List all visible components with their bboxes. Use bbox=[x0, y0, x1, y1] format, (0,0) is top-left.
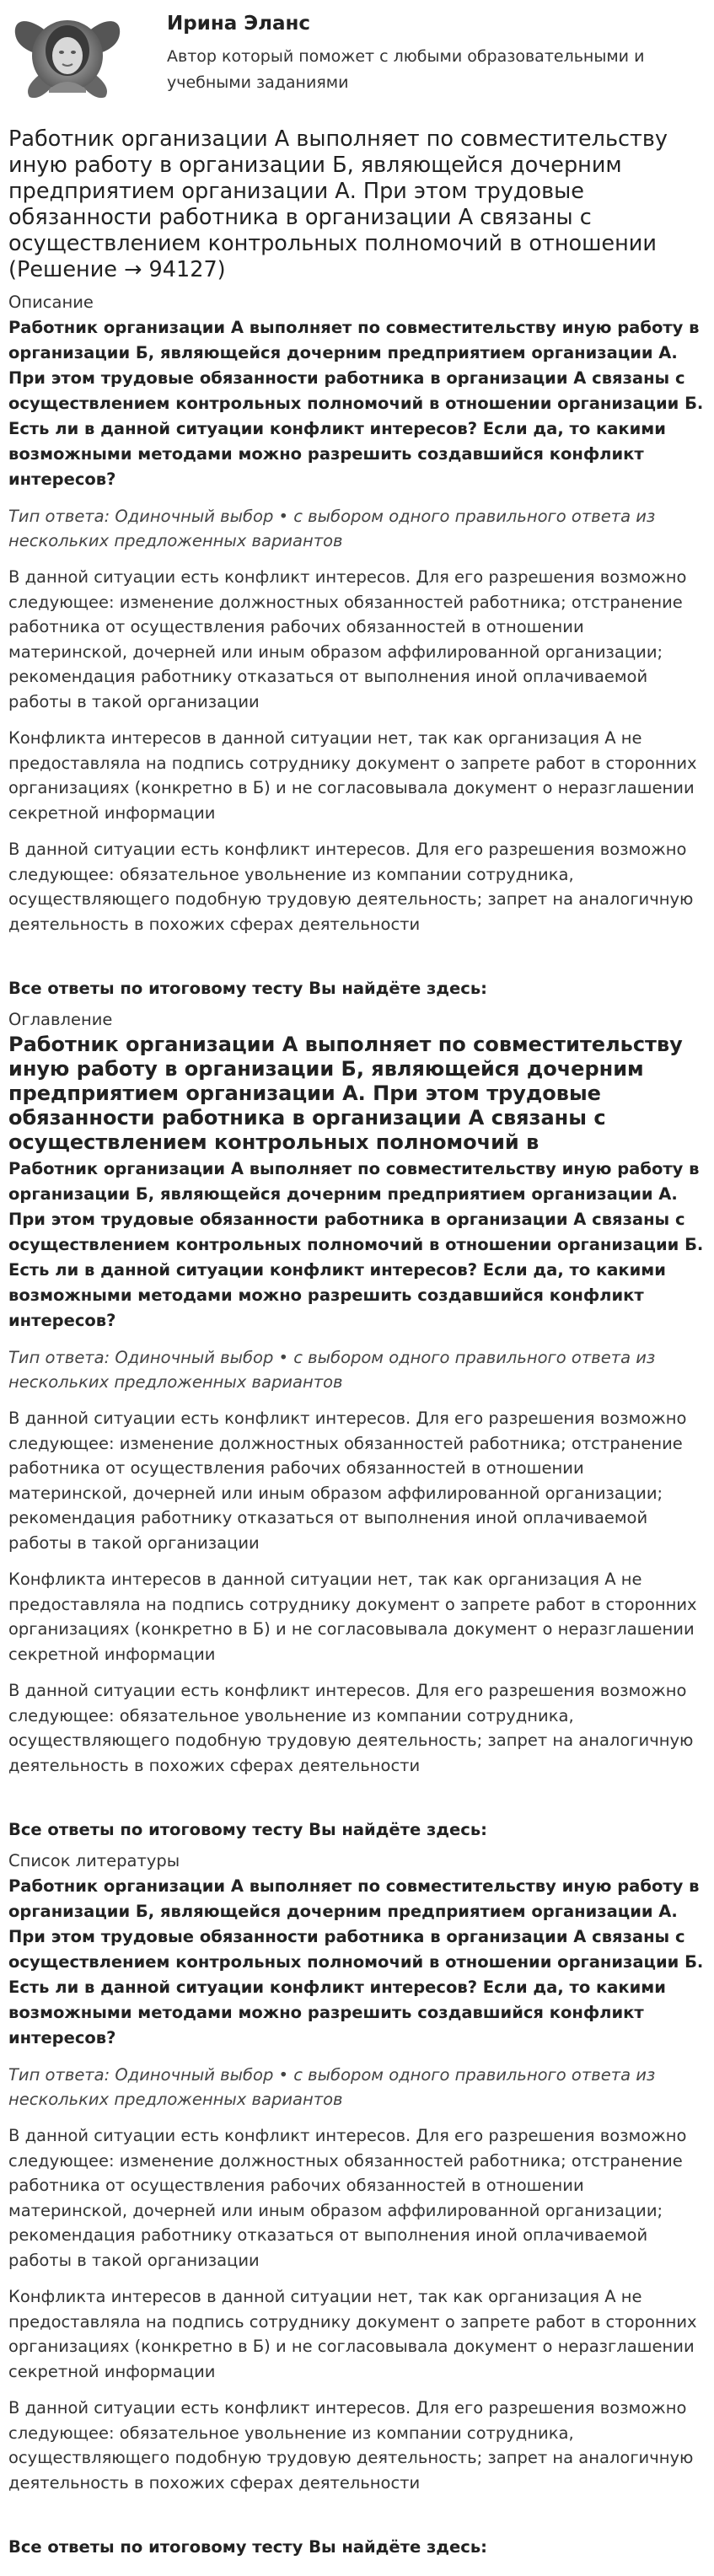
author-name[interactable]: Ирина Эланс bbox=[167, 13, 311, 35]
answer-option: В данной ситуации есть конфликт интересов. Для его разрешения возможно следующее: обязательное увольнение из компании сотрудника, осуществляющего подобную трудовую деятельность; запрет на аналогичную деятельность в похожих сферах деятельности bbox=[8, 1681, 694, 1775]
question-text: Работник организации А выполняет по совместительству иную работу в организации Б, являющейся дочерним предприятием организации А. При этом трудовые обязанности работника в организации А связаны с осуществлением контрольных полномочий в отношении организации Б. Есть ли в данной ситуации конфликт интересов? Если да, то какими возможными методами можно разрешить создавшийся конфликт интересов? bbox=[8, 1876, 704, 2047]
answer-option: В данной ситуации есть конфликт интересов. Для его разрешения возможно следующее: обязательное увольнение из компании сотрудника, осуществляющего подобную трудовую деятельность; запрет на аналогичную деятельность в похожих сферах деятельности bbox=[8, 840, 694, 934]
section-label: Описание bbox=[8, 292, 94, 312]
answer-type: Тип ответа: Одиночный выбор • с выбором одного правильного ответа из нескольких предложенных вариантов bbox=[8, 507, 656, 550]
all-answers-note: Все ответы по итоговому тесту Вы найдёте здесь: bbox=[8, 1820, 487, 1839]
description-section bbox=[8, 292, 704, 1001]
all-answers-note: Все ответы по итоговому тесту Вы найдёте здесь: bbox=[8, 2537, 487, 2557]
answer-option: Конфликта интересов в данной ситуации нет, так как организация А не предоставляла на подпись сотруднику документ о запрете работ в сторонних организациях (конкретно в Б) и не согласовывала документ о неразглашении секретной информации bbox=[8, 728, 697, 823]
all-answers-note: Все ответы по итоговому тесту Вы найдёте здесь: bbox=[8, 979, 487, 998]
question-text: Работник организации А выполняет по совместительству иную работу в организации Б, являющейся дочерним предприятием организации А. При этом трудовые обязанности работника в организации А связаны с осуществлением контрольных полномочий в отношении организации Б. Есть ли в данной ситуации конфликт интересов? Если да, то какими возможными методами можно разрешить создавшийся конфликт интересов? bbox=[8, 1159, 704, 1330]
section-label: Оглавление bbox=[8, 1010, 113, 1029]
answer-option: В данной ситуации есть конфликт интересов. Для его разрешения возможно следующее: изменение должностных обязанностей работника; отстранение работника от осуществления рабочих обязанностей в отношении материнской, дочерней или иным образом аффилированной организации; рекомендация работнику отказаться от выполнения иной оплачиваемой работы в такой организации bbox=[8, 567, 687, 711]
answer-option: В данной ситуации есть конфликт интересов. Для его разрешения возможно следующее: изменение должностных обязанностей работника; отстранение работника от осуществления рабочих обязанностей в отношении материнской, дочерней или иным образом аффилированной организации; рекомендация работнику отказаться от выполнения иной оплачиваемой работы в такой организации bbox=[8, 2126, 687, 2270]
question-text: Работник организации А выполняет по совместительству иную работу в организации Б, являющейся дочерним предприятием организации А. При этом трудовые обязанности работника в организации А связаны с осуществлением контрольных полномочий в отношении организации Б. Есть ли в данной ситуации конфликт интересов? Если да, то какими возможными методами можно разрешить создавшийся конфликт интересов? bbox=[8, 318, 704, 489]
author-description: Автор который поможет с любыми образовательными и учебными заданиями bbox=[167, 47, 645, 92]
avatar[interactable] bbox=[8, 8, 126, 103]
answer-type: Тип ответа: Одиночный выбор • с выбором одного правильного ответа из нескольких предложенных вариантов bbox=[8, 2065, 656, 2109]
answer-option: Конфликта интересов в данной ситуации нет, так как организация А не предоставляла на подпись сотруднику документ о запрете работ в сторонних организациях (конкретно в Б) и не согласовывала документ о неразглашении секретной информации bbox=[8, 2287, 697, 2381]
page-title: Работник организации А выполняет по совместительству иную работу в организации Б, являющейся дочерним предприятием организации А. При этом трудовые обязанности работника в организации А связаны с осуществлением контрольных полномочий в отношении (Решение → 94127) bbox=[8, 126, 668, 282]
answer-type: Тип ответа: Одиночный выбор • с выбором одного правильного ответа из нескольких предложенных вариантов bbox=[8, 1348, 656, 1392]
contents-section bbox=[8, 1009, 704, 1842]
answer-option: В данной ситуации есть конфликт интересов. Для его разрешения возможно следующее: обязательное увольнение из компании сотрудника, осуществляющего подобную трудовую деятельность; запрет на аналогичную деятельность в похожих сферах деятельности bbox=[8, 2398, 694, 2493]
references-section bbox=[8, 1850, 704, 2559]
author-info bbox=[167, 8, 656, 96]
section-label: Список литературы bbox=[8, 1851, 180, 1870]
answer-option: Конфликта интересов в данной ситуации нет, так как организация А не предоставляла на подпись сотруднику документ о запрете работ в сторонних организациях (конкретно в Б) и не согласовывала документ о неразглашении секретной информации bbox=[8, 1570, 697, 1664]
section-title: Работник организации А выполняет по совместительству иную работу в организации Б, являющейся дочерним предприятием организации А. При этом трудовые обязанности работника в организации А связаны с осуществлением контрольных полномочий в bbox=[8, 1033, 683, 1154]
author-avatar-image bbox=[8, 8, 126, 103]
author-card bbox=[8, 0, 704, 99]
answer-option: В данной ситуации есть конфликт интересов. Для его разрешения возможно следующее: изменение должностных обязанностей работника; отстранение работника от осуществления рабочих обязанностей в отношении материнской, дочерней или иным образом аффилированной организации; рекомендация работнику отказаться от выполнения иной оплачиваемой работы в такой организации bbox=[8, 1409, 687, 1553]
